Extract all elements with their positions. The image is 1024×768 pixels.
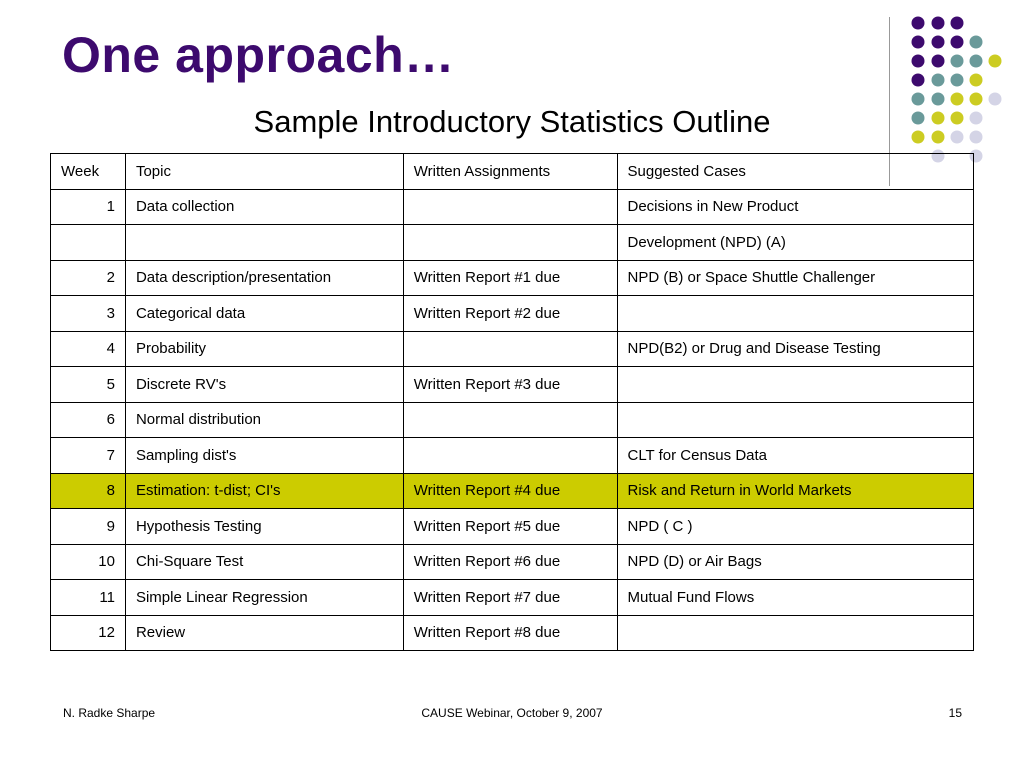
cases-cell: Mutual Fund Flows bbox=[617, 580, 974, 616]
topic-cell: Review bbox=[125, 615, 403, 651]
assignment-cell bbox=[403, 189, 617, 225]
subtitle-text: Sample Introductory Statistics Outline bbox=[253, 104, 771, 139]
decor-dot bbox=[951, 17, 964, 30]
decor-dot bbox=[912, 55, 925, 68]
topic-cell: Chi-Square Test bbox=[125, 544, 403, 580]
slide-number: 15 bbox=[948, 706, 962, 720]
table-row bbox=[51, 189, 974, 225]
week-cell: 12 bbox=[51, 615, 126, 651]
topic-cell: Hypothesis Testing bbox=[125, 509, 403, 545]
table-row bbox=[51, 402, 974, 438]
decor-dot bbox=[989, 55, 1002, 68]
decor-dot bbox=[970, 74, 983, 87]
table-row bbox=[51, 438, 974, 474]
table-row bbox=[51, 509, 974, 545]
header-assignments: Written Assignments bbox=[403, 154, 617, 190]
topic-cell: Data collection bbox=[125, 189, 403, 225]
week-cell: 6 bbox=[51, 402, 126, 438]
week-cell: 2 bbox=[51, 260, 126, 296]
decor-dot bbox=[932, 55, 945, 68]
decor-dot bbox=[912, 74, 925, 87]
decor-dot bbox=[912, 17, 925, 30]
header-topic: Topic bbox=[125, 154, 403, 190]
decor-dot bbox=[932, 36, 945, 49]
topic-cell: Probability bbox=[125, 331, 403, 367]
topic-cell: Simple Linear Regression bbox=[125, 580, 403, 616]
assignment-cell: Written Report #7 due bbox=[403, 580, 617, 616]
cases-cell: CLT for Census Data bbox=[617, 438, 974, 474]
topic-cell: Data description/presentation bbox=[125, 260, 403, 296]
assignment-cell bbox=[403, 402, 617, 438]
decor-dot bbox=[951, 36, 964, 49]
table-header-row bbox=[51, 154, 974, 190]
slide-title: One approach… bbox=[62, 27, 455, 83]
header-week: Week bbox=[51, 154, 126, 190]
topic-cell: Normal distribution bbox=[125, 402, 403, 438]
table-row bbox=[51, 260, 974, 296]
assignment-cell: Written Report #3 due bbox=[403, 367, 617, 403]
cases-cell bbox=[617, 296, 974, 332]
cases-cell: NPD(B2) or Drug and Disease Testing bbox=[617, 331, 974, 367]
assignment-cell bbox=[403, 438, 617, 474]
topic-cell: Estimation: t-dist; CI's bbox=[125, 473, 403, 509]
table-row bbox=[51, 296, 974, 332]
cases-cell bbox=[617, 367, 974, 403]
header-cases: Suggested Cases bbox=[617, 154, 974, 190]
assignment-cell bbox=[403, 225, 617, 261]
cases-cell: NPD ( C ) bbox=[617, 509, 974, 545]
week-cell: 10 bbox=[51, 544, 126, 580]
assignment-cell: Written Report #8 due bbox=[403, 615, 617, 651]
decor-dot bbox=[932, 74, 945, 87]
week-cell: 8 bbox=[51, 473, 126, 509]
week-cell: 5 bbox=[51, 367, 126, 403]
decor-dot bbox=[970, 36, 983, 49]
week-cell: 11 bbox=[51, 580, 126, 616]
topic-cell: Sampling dist's bbox=[125, 438, 403, 474]
cases-cell: NPD (D) or Air Bags bbox=[617, 544, 974, 580]
assignment-cell: Written Report #4 due bbox=[403, 473, 617, 509]
decor-dot bbox=[951, 55, 964, 68]
cases-cell bbox=[617, 615, 974, 651]
week-cell: 1 bbox=[51, 189, 126, 225]
table-row bbox=[51, 331, 974, 367]
week-cell: 3 bbox=[51, 296, 126, 332]
footer-author: N. Radke Sharpe bbox=[63, 706, 156, 720]
cases-cell: Development (NPD) (A) bbox=[617, 225, 974, 261]
decor-dot bbox=[912, 36, 925, 49]
cases-cell: Risk and Return in World Markets bbox=[617, 473, 974, 509]
table-row bbox=[51, 367, 974, 403]
course-outline-table bbox=[50, 153, 974, 651]
table-row bbox=[51, 544, 974, 580]
assignment-cell bbox=[403, 331, 617, 367]
topic-cell: Discrete RV's bbox=[125, 367, 403, 403]
week-cell bbox=[51, 225, 126, 261]
assignment-cell: Written Report #2 due bbox=[403, 296, 617, 332]
assignment-cell: Written Report #6 due bbox=[403, 544, 617, 580]
decor-dot bbox=[970, 55, 983, 68]
table-row bbox=[51, 225, 974, 261]
week-cell: 7 bbox=[51, 438, 126, 474]
table-row bbox=[51, 615, 974, 651]
week-cell: 4 bbox=[51, 331, 126, 367]
decor-dot bbox=[951, 74, 964, 87]
week-cell: 9 bbox=[51, 509, 126, 545]
cases-cell bbox=[617, 402, 974, 438]
topic-cell bbox=[125, 225, 403, 261]
cases-cell: NPD (B) or Space Shuttle Challenger bbox=[617, 260, 974, 296]
table-row-highlighted bbox=[51, 473, 974, 509]
topic-cell: Categorical data bbox=[125, 296, 403, 332]
cases-cell: Decisions in New Product bbox=[617, 189, 974, 225]
decor-dot bbox=[932, 17, 945, 30]
assignment-cell: Written Report #1 due bbox=[403, 260, 617, 296]
assignment-cell: Written Report #5 due bbox=[403, 509, 617, 545]
footer-event: CAUSE Webinar, October 9, 2007 bbox=[421, 706, 603, 720]
slide-subtitle bbox=[0, 104, 1024, 140]
table-row bbox=[51, 580, 974, 616]
